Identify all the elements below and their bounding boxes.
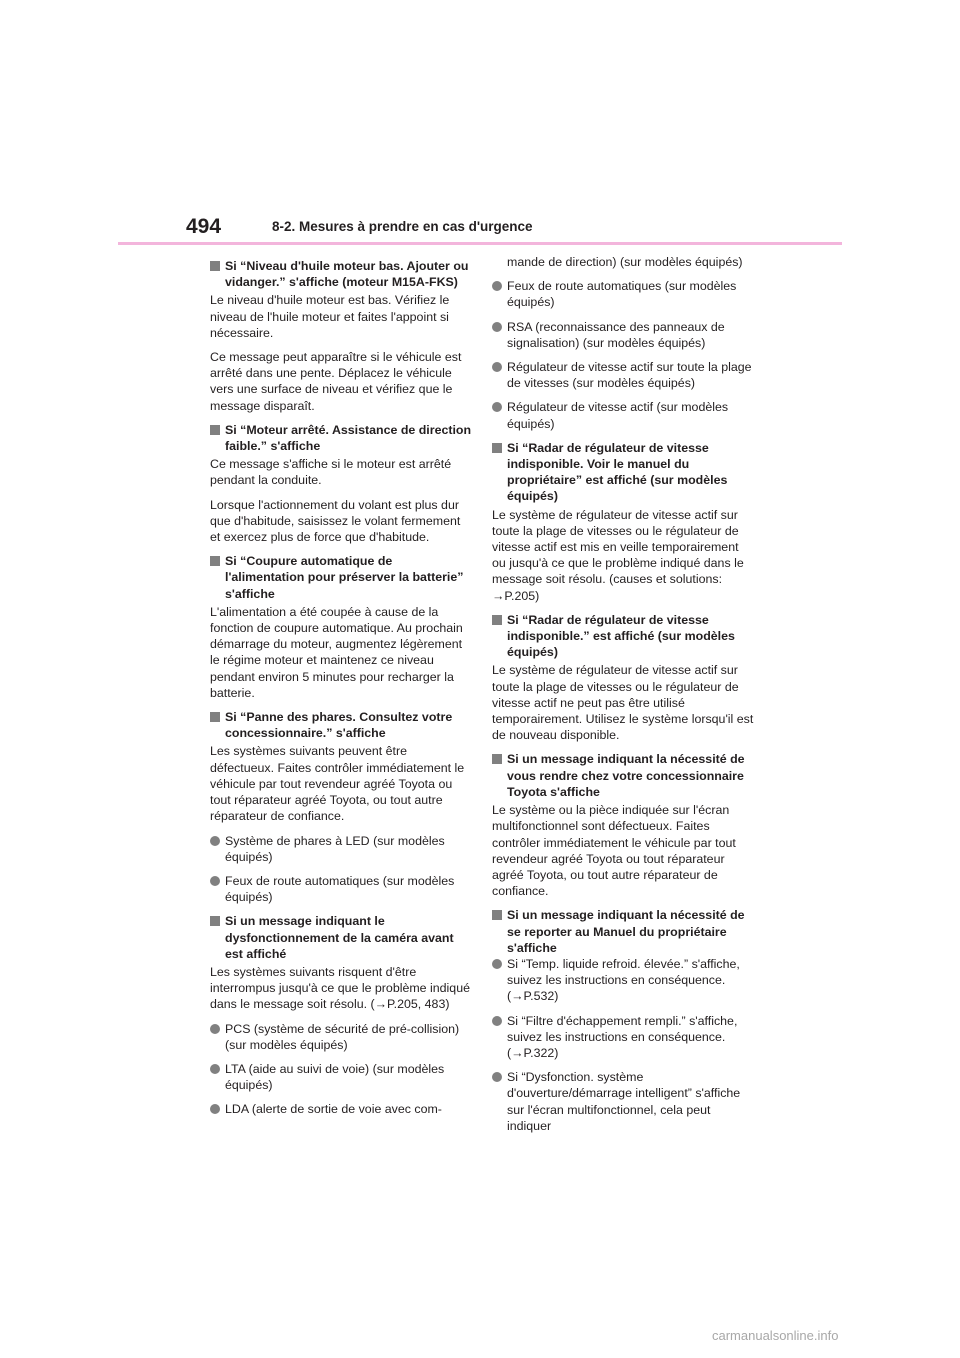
paragraph: Le système ou la pièce indiquée sur l'écran multifonctionnel sont défectueux. Faites contrôler immédiatement le véhicule par tout revendeur agréé Toyota ou tout réparateur agréé Toyota, ou tout autre réparateur de confiance.: [492, 803, 736, 899]
list-item-text: Régulateur de vitesse actif (sur modèles équipés): [507, 400, 729, 431]
heading-text: Si “Moteur arrêté. Assistance de direction faible.” s'affiche: [225, 422, 472, 454]
right-column: [492, 254, 754, 1142]
list-item: [210, 1101, 472, 1117]
circle-bullet-icon: [210, 836, 220, 846]
paragraph: Ce message peut apparaître si le véhicule est arrêté dans une pente. Déplacez le véhicule vers une surface de niveau et vérifiez que le message disparaît.: [210, 350, 462, 413]
paragraph: Le niveau d'huile moteur est bas. Vérifiez le niveau de l'huile moteur et faites l'appoint si nécessaire.: [210, 293, 450, 340]
paragraph: Le système de régulateur de vitesse actif sur toute la plage de vitesses ou le régulateur de vitesse actif ne peut pas être utilisé temporairement. Utilisez le système lorsqu'il est de nouveau disponible.: [492, 663, 754, 743]
heading-visit-dealer: [492, 751, 754, 800]
header-divider: [118, 242, 842, 245]
list-item-text: Régulateur de vitesse actif sur toute la plage de vitesses (sur modèles équipés): [507, 360, 752, 391]
circle-bullet-icon: [210, 1104, 220, 1114]
heading-radar-unavailable: [492, 612, 754, 661]
square-bullet-icon: [492, 615, 502, 625]
circle-bullet-icon: [210, 1024, 220, 1034]
list-item: [492, 399, 754, 431]
square-bullet-icon: [210, 425, 220, 435]
heading-text: Si “Radar de régulateur de vitesse indisponible.” est affiché (sur modèles équipés): [507, 612, 735, 660]
square-bullet-icon: [210, 261, 220, 271]
heading-text: Si “Coupure automatique de l'alimentation pour préserver la batterie” s'affiche: [225, 554, 464, 601]
section-title: 8-2. Mesures à prendre en cas d'urgence: [272, 219, 533, 234]
heading-text: Si un message indiquant la nécessité de vous rendre chez votre concessionnaire Toyota s'affiche: [507, 752, 745, 799]
list-item: [210, 1061, 472, 1093]
list-item: [492, 278, 754, 310]
heading-power-cut: [210, 553, 472, 602]
square-bullet-icon: [210, 556, 220, 566]
list-item: [492, 319, 754, 351]
list-item-text: LDA (alerte de sortie de voie avec com-: [225, 1102, 442, 1117]
list-item-text: Si “Dysfonction. système d'ouverture/démarrage intelligent” s'affiche sur l'écran multifonctionnel, cela peut indiquer: [507, 1070, 741, 1133]
paragraph: Lorsque l'actionnement du volant est plus dur que d'habitude, saisissez le volant fermement et exercez plus de force que d'habitude.: [210, 497, 461, 545]
list-item-text: Si “Filtre d'échappement rempli.” s'affiche, suivez les instructions en conséquence. (→P.322): [507, 1013, 738, 1060]
circle-bullet-icon: [492, 402, 502, 412]
circle-bullet-icon: [492, 1072, 502, 1082]
heading-text: Si “Panne des phares. Consultez votre concessionnaire.” s'affiche: [225, 710, 453, 741]
heading-text: Si “Niveau d'huile moteur bas. Ajouter ou vidanger.” s'affiche (moteur M15A-FKS): [225, 259, 469, 290]
paragraph: Ce message s'affiche si le moteur est arrêté pendant la conduite.: [210, 457, 452, 488]
list-item-text: Feux de route automatiques (sur modèles équipés): [225, 873, 455, 905]
list-item: [492, 1069, 754, 1134]
list-item-text: LTA (aide au suivi de voie) (sur modèles équipés): [225, 1061, 445, 1093]
page-number: 494: [186, 215, 222, 238]
heading-text: Si “Radar de régulateur de vitesse indisponible. Voir le manuel du propriétaire” est affiché (sur modèles équipés): [507, 440, 728, 504]
circle-bullet-icon: [492, 281, 502, 291]
list-item: [210, 833, 472, 865]
list-item-text: PCS (système de sécurité de pré-collision) (sur modèles équipés): [225, 1021, 460, 1052]
heading-text: Si un message indiquant la nécessité de se reporter au Manuel du propriétaire s'affiche: [507, 908, 745, 955]
square-bullet-icon: [492, 754, 502, 764]
list-item-text: RSA (reconnaissance des panneaux de signalisation) (sur modèles équipés): [507, 319, 725, 350]
list-item: [210, 873, 472, 905]
list-item-continuation: mande de direction) (sur modèles équipés): [507, 255, 743, 269]
heading-headlight-failure: [210, 709, 472, 741]
paragraph: Le système de régulateur de vitesse actif sur toute la plage de vitesses ou le régulateur de vitesse actif est mis en veille temporairement ou jusqu'à ce que le problème indiqué dans le message soit résolu. (causes et solutions: →P.205): [492, 507, 744, 603]
list-item-text: Système de phares à LED (sur modèles équipés): [225, 833, 445, 864]
circle-bullet-icon: [492, 1016, 502, 1026]
left-column: [210, 254, 472, 1126]
list-item-text: Feux de route automatiques (sur modèles équipés): [507, 279, 737, 310]
circle-bullet-icon: [492, 322, 502, 332]
list-item: [210, 1021, 472, 1053]
square-bullet-icon: [210, 712, 220, 722]
heading-oil-level: [210, 258, 472, 290]
watermark: carmanualsonline.info: [712, 1328, 839, 1343]
list-item-text: Si “Temp. liquide refroid. élevée.” s'affiche, suivez les instructions en conséquence. (→P.532): [507, 956, 740, 1004]
circle-bullet-icon: [492, 959, 502, 969]
square-bullet-icon: [210, 916, 220, 926]
heading-engine-stopped: [210, 422, 472, 454]
list-item: [492, 1013, 754, 1062]
paragraph: Les systèmes suivants risquent d'être interrompus jusqu'à ce que le problème indiqué dans le message soit résolu. (→P.205, 483): [210, 964, 470, 1012]
paragraph: Les systèmes suivants peuvent être défectueux. Faites contrôler immédiatement le véhicule par tout revendeur agréé Toyota ou tout réparateur agréé Toyota, ou tout autre réparateur de confiance.: [210, 744, 465, 824]
square-bullet-icon: [492, 443, 502, 453]
heading-text: Si un message indiquant le dysfonctionnement de la caméra avant est affiché: [225, 914, 454, 961]
circle-bullet-icon: [210, 876, 220, 886]
circle-bullet-icon: [492, 362, 502, 372]
square-bullet-icon: [492, 910, 502, 920]
heading-radar-see-manual: [492, 440, 754, 505]
heading-see-manual: [492, 907, 754, 956]
circle-bullet-icon: [210, 1064, 220, 1074]
heading-front-camera: [210, 913, 472, 962]
list-item: [492, 359, 754, 391]
list-item: [492, 956, 754, 1005]
paragraph: L'alimentation a été coupée à cause de la fonction de coupure automatique. Au prochain démarrage du moteur, augmentez légèrement le régime moteur et maintenez ce niveau pendant environ 5 minutes pour recharger la batterie.: [210, 604, 463, 700]
